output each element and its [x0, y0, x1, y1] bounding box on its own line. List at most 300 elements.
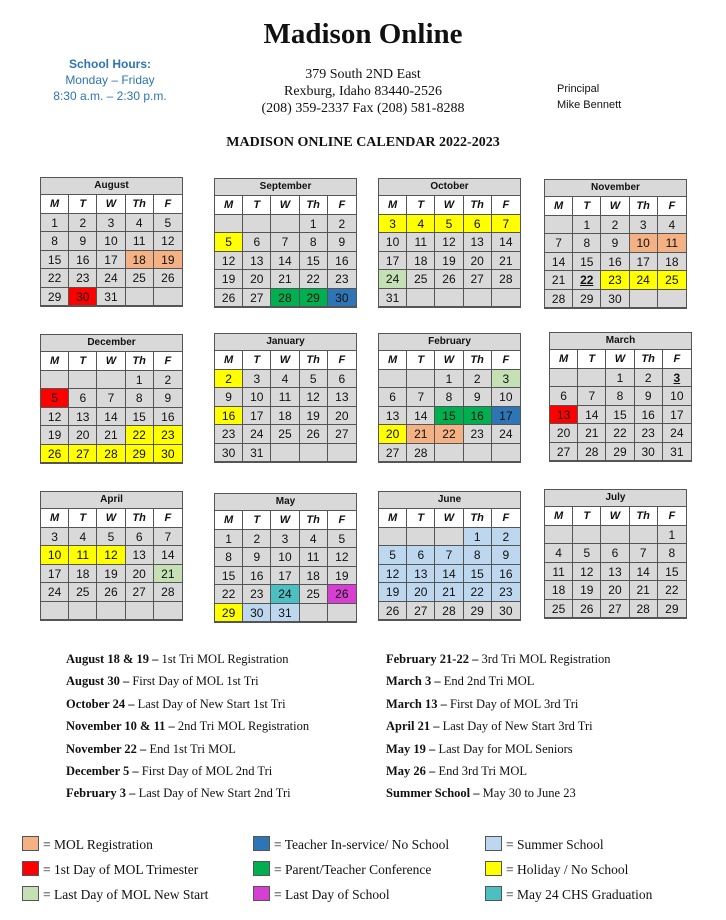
weekday-header: W	[271, 511, 299, 530]
day-cell: 15	[464, 565, 492, 584]
day-cell: 14	[492, 233, 520, 252]
day-cell: 22	[658, 581, 686, 600]
calendar-title: MADISON ONLINE CALENDAR 2022-2023	[226, 135, 500, 150]
day-cell: 15	[658, 563, 686, 582]
weekday-header: F	[328, 511, 356, 530]
principal-label: Principal	[557, 83, 600, 95]
day-cell: 30	[243, 604, 271, 623]
day-cell: 12	[328, 548, 356, 567]
day-cell: 23	[154, 426, 182, 445]
month-october	[378, 178, 521, 308]
day-cell: 7	[578, 387, 606, 406]
day-cell: 16	[243, 567, 271, 586]
day-cell: 21	[154, 565, 182, 584]
day-cell: 14	[154, 546, 182, 565]
day-cell: 19	[41, 426, 69, 445]
weekday-header: F	[154, 352, 182, 371]
weekday-header: M	[215, 511, 243, 530]
day-cell: 2	[243, 530, 271, 549]
day-cell: 15	[606, 406, 634, 425]
weekday-header: F	[492, 509, 520, 528]
day-cell: 11	[126, 232, 154, 251]
day-cell: 19	[215, 270, 243, 289]
hours-days: Monday – Friday	[65, 73, 155, 87]
weekday-header: Th	[126, 509, 154, 528]
day-cell: 3	[492, 370, 520, 389]
day-cell: 10	[630, 234, 658, 253]
day-cell: 3	[97, 214, 125, 233]
day-cell: 29	[658, 600, 686, 619]
event-item: November 10 & 11 – 2nd Tri MOL Registration	[66, 719, 310, 734]
day-cell: 13	[126, 546, 154, 565]
month-grid	[41, 509, 182, 620]
weekday-header: W	[271, 196, 299, 215]
weekday-header: F	[658, 197, 686, 216]
empty-cell	[126, 288, 154, 307]
event-item: February 21-22 – 3rd Tri MOL Registration	[386, 652, 611, 666]
day-cell: 1	[435, 370, 463, 389]
day-cell: 21	[97, 426, 125, 445]
day-cell: 13	[379, 407, 407, 426]
weekday-header: T	[69, 509, 97, 528]
day-cell: 19	[573, 581, 601, 600]
day-cell: 23	[492, 583, 520, 602]
day-cell: 5	[379, 546, 407, 565]
day-cell: 15	[215, 567, 243, 586]
day-cell: 7	[271, 233, 299, 252]
day-cell: 9	[601, 234, 629, 253]
day-cell: 11	[407, 233, 435, 252]
day-cell: 11	[658, 234, 686, 253]
weekday-header: M	[545, 507, 573, 526]
month-name: January	[215, 334, 356, 351]
day-cell: 4	[407, 215, 435, 234]
day-cell: 3	[379, 215, 407, 234]
empty-cell	[154, 288, 182, 307]
day-cell: 30	[69, 288, 97, 307]
legend-item: = May 24 CHS Graduation	[485, 886, 652, 904]
event-item: May 26 – End 3rd Tri MOL	[386, 764, 527, 779]
day-cell: 25	[126, 269, 154, 288]
day-cell: 15	[435, 407, 463, 426]
weekday-header: F	[658, 507, 686, 526]
day-cell: 9	[243, 548, 271, 567]
day-cell: 12	[215, 252, 243, 271]
event-item: March 3 – End 2nd Tri MOL	[386, 674, 535, 689]
month-august	[40, 177, 183, 307]
day-cell: 28	[492, 270, 520, 289]
event-item: February 3 – Last Day of New Start 2nd Tri	[66, 786, 291, 801]
event-item: May 19 – Last Day for MOL Seniors	[386, 741, 573, 756]
empty-cell	[550, 369, 578, 388]
day-cell: 30	[601, 290, 629, 309]
day-cell: 18	[300, 567, 328, 586]
school-title-text: Madison Online	[263, 18, 463, 50]
event-item: December 5 – First Day of MOL 2nd Tri	[66, 764, 273, 779]
day-cell: 13	[550, 406, 578, 425]
month-february	[378, 333, 521, 463]
day-cell: 27	[407, 602, 435, 621]
day-cell: 25	[271, 425, 299, 444]
day-cell: 27	[550, 443, 578, 462]
weekday-header: Th	[300, 196, 328, 215]
empty-cell	[435, 289, 463, 308]
day-cell: 27	[601, 600, 629, 619]
day-cell: 2	[154, 371, 182, 390]
day-cell: 10	[41, 546, 69, 565]
day-cell: 3	[243, 370, 271, 389]
weekday-header: W	[97, 509, 125, 528]
day-cell: 20	[69, 426, 97, 445]
day-cell: 22	[435, 425, 463, 444]
empty-cell	[379, 528, 407, 547]
empty-cell	[601, 526, 629, 545]
month-name: August	[41, 178, 182, 195]
day-cell: 25	[407, 270, 435, 289]
day-cell: 7	[407, 388, 435, 407]
day-cell: 17	[379, 252, 407, 271]
day-cell: 8	[573, 234, 601, 253]
day-cell: 29	[300, 289, 328, 308]
day-cell: 8	[435, 388, 463, 407]
day-cell: 5	[328, 530, 356, 549]
weekday-header: T	[573, 507, 601, 526]
day-cell: 23	[215, 425, 243, 444]
day-cell: 28	[407, 444, 435, 463]
day-cell: 3	[663, 369, 691, 388]
day-cell: 13	[601, 563, 629, 582]
day-cell: 16	[328, 252, 356, 271]
weekday-header: M	[379, 509, 407, 528]
day-cell: 22	[215, 585, 243, 604]
empty-cell	[154, 602, 182, 621]
day-cell: 9	[464, 388, 492, 407]
month-grid	[215, 511, 356, 622]
day-cell: 24	[97, 269, 125, 288]
weekday-header: W	[435, 509, 463, 528]
day-cell: 28	[545, 290, 573, 309]
day-cell: 16	[215, 407, 243, 426]
legend-item: = MOL Registration	[22, 836, 208, 854]
day-cell: 1	[300, 215, 328, 234]
day-cell: 28	[154, 583, 182, 602]
empty-cell	[545, 526, 573, 545]
empty-cell	[41, 602, 69, 621]
empty-cell	[69, 371, 97, 390]
day-cell: 8	[606, 387, 634, 406]
weekday-header: T	[69, 195, 97, 214]
day-cell: 8	[41, 232, 69, 251]
day-cell: 1	[658, 526, 686, 545]
month-december	[40, 334, 183, 464]
weekday-header: W	[435, 351, 463, 370]
day-cell: 17	[41, 565, 69, 584]
weekday-header: T	[69, 352, 97, 371]
day-cell: 25	[545, 600, 573, 619]
weekday-header: Th	[464, 509, 492, 528]
day-cell: 21	[492, 252, 520, 271]
day-cell: 28	[630, 600, 658, 619]
legend-swatch	[485, 886, 502, 901]
month-january	[214, 333, 357, 463]
month-july	[544, 489, 687, 619]
day-cell: 11	[300, 548, 328, 567]
empty-cell	[407, 370, 435, 389]
day-cell: 20	[550, 424, 578, 443]
legend-swatch	[22, 886, 39, 901]
legend-item: = Summer School	[485, 836, 652, 854]
weekday-header: T	[573, 197, 601, 216]
day-cell: 14	[630, 563, 658, 582]
day-cell: 5	[435, 215, 463, 234]
day-cell: 30	[215, 444, 243, 463]
day-cell: 30	[154, 445, 182, 464]
day-cell: 12	[435, 233, 463, 252]
day-cell: 7	[545, 234, 573, 253]
weekday-header: F	[663, 350, 691, 369]
day-cell: 8	[300, 233, 328, 252]
day-cell: 29	[41, 288, 69, 307]
day-cell: 23	[328, 270, 356, 289]
day-cell: 26	[41, 445, 69, 464]
event-item: October 24 – Last Day of New Start 1st Tri	[66, 696, 286, 711]
day-cell: 18	[407, 252, 435, 271]
weekday-header: F	[492, 196, 520, 215]
weekday-header: Th	[635, 350, 663, 369]
day-cell: 18	[126, 251, 154, 270]
day-cell: 31	[97, 288, 125, 307]
day-cell: 12	[300, 388, 328, 407]
day-cell: 20	[243, 270, 271, 289]
empty-cell	[435, 528, 463, 547]
month-grid	[41, 352, 182, 463]
day-cell: 6	[328, 370, 356, 389]
day-cell: 13	[243, 252, 271, 271]
day-cell: 20	[126, 565, 154, 584]
day-cell: 19	[379, 583, 407, 602]
day-cell: 1	[606, 369, 634, 388]
day-cell: 6	[407, 546, 435, 565]
month-name: June	[379, 492, 520, 509]
day-cell: 4	[69, 528, 97, 547]
day-cell: 20	[407, 583, 435, 602]
day-cell: 26	[328, 585, 356, 604]
day-cell: 25	[300, 585, 328, 604]
legend-swatch	[22, 836, 39, 851]
day-cell: 14	[578, 406, 606, 425]
weekday-header: M	[41, 509, 69, 528]
day-cell: 20	[379, 425, 407, 444]
month-june	[378, 491, 521, 621]
address-line-1: 379 South 2ND East	[305, 67, 421, 82]
day-cell: 30	[328, 289, 356, 308]
day-cell: 16	[69, 251, 97, 270]
day-cell: 5	[41, 389, 69, 408]
empty-cell	[492, 289, 520, 308]
day-cell: 9	[69, 232, 97, 251]
weekday-header: F	[328, 196, 356, 215]
month-name: October	[379, 179, 520, 196]
day-cell: 2	[69, 214, 97, 233]
day-cell: 5	[215, 233, 243, 252]
school-title	[0, 18, 726, 51]
day-cell: 19	[328, 567, 356, 586]
day-cell: 20	[328, 407, 356, 426]
weekday-header: Th	[126, 195, 154, 214]
empty-cell	[243, 215, 271, 234]
day-cell: 6	[379, 388, 407, 407]
empty-cell	[41, 371, 69, 390]
day-cell: 17	[243, 407, 271, 426]
month-grid	[215, 351, 356, 462]
day-cell: 2	[215, 370, 243, 389]
day-cell: 24	[41, 583, 69, 602]
month-name: April	[41, 492, 182, 509]
day-cell: 23	[243, 585, 271, 604]
day-cell: 14	[97, 408, 125, 427]
day-cell: 23	[69, 269, 97, 288]
day-cell: 21	[407, 425, 435, 444]
weekday-header: M	[215, 196, 243, 215]
day-cell: 29	[573, 290, 601, 309]
day-cell: 10	[492, 388, 520, 407]
weekday-header: Th	[630, 197, 658, 216]
day-cell: 19	[300, 407, 328, 426]
day-cell: 2	[635, 369, 663, 388]
day-cell: 5	[154, 214, 182, 233]
day-cell: 24	[243, 425, 271, 444]
weekday-header: T	[407, 509, 435, 528]
day-cell: 18	[545, 581, 573, 600]
weekday-header: T	[243, 351, 271, 370]
day-cell: 27	[126, 583, 154, 602]
events-left	[66, 648, 309, 805]
legend-item: = Holiday / No School	[485, 861, 652, 879]
day-cell: 9	[215, 388, 243, 407]
day-cell: 10	[243, 388, 271, 407]
month-grid	[215, 196, 356, 307]
month-grid	[41, 195, 182, 306]
day-cell: 11	[271, 388, 299, 407]
day-cell: 26	[379, 602, 407, 621]
legend-swatch	[485, 861, 502, 876]
day-cell: 31	[663, 443, 691, 462]
day-cell: 26	[97, 583, 125, 602]
day-cell: 9	[328, 233, 356, 252]
day-cell: 28	[435, 602, 463, 621]
day-cell: 17	[630, 253, 658, 272]
month-name: May	[215, 494, 356, 511]
month-may	[214, 493, 357, 623]
month-name: September	[215, 179, 356, 196]
day-cell: 6	[243, 233, 271, 252]
weekday-header: T	[243, 511, 271, 530]
day-cell: 17	[271, 567, 299, 586]
day-cell: 29	[606, 443, 634, 462]
day-cell: 22	[300, 270, 328, 289]
weekday-header: Th	[464, 351, 492, 370]
day-cell: 9	[635, 387, 663, 406]
day-cell: 7	[492, 215, 520, 234]
weekday-header: F	[154, 195, 182, 214]
empty-cell	[435, 444, 463, 463]
weekday-header: W	[97, 195, 125, 214]
day-cell: 11	[69, 546, 97, 565]
day-cell: 6	[550, 387, 578, 406]
month-name: March	[550, 333, 691, 350]
day-cell: 2	[492, 528, 520, 547]
day-cell: 26	[435, 270, 463, 289]
day-cell: 24	[271, 585, 299, 604]
weekday-header: W	[601, 507, 629, 526]
month-grid	[545, 507, 686, 618]
month-grid	[545, 197, 686, 308]
day-cell: 23	[464, 425, 492, 444]
day-cell: 29	[215, 604, 243, 623]
day-cell: 26	[215, 289, 243, 308]
day-cell: 24	[379, 270, 407, 289]
weekday-header: W	[606, 350, 634, 369]
day-cell: 12	[97, 546, 125, 565]
day-cell: 22	[606, 424, 634, 443]
weekday-header: W	[601, 197, 629, 216]
weekday-header: Th	[300, 351, 328, 370]
day-cell: 25	[658, 271, 686, 290]
day-cell: 8	[215, 548, 243, 567]
day-cell: 20	[464, 252, 492, 271]
day-cell: 3	[630, 216, 658, 235]
empty-cell	[97, 602, 125, 621]
empty-cell	[379, 370, 407, 389]
day-cell: 12	[379, 565, 407, 584]
empty-cell	[630, 290, 658, 309]
address-line-3: (208) 359-2337 Fax (208) 581-8288	[261, 101, 465, 116]
day-cell: 16	[492, 565, 520, 584]
event-item: Summer School – May 30 to June 23	[386, 786, 576, 801]
legend-col-3	[485, 836, 652, 904]
day-cell: 24	[630, 271, 658, 290]
day-cell: 17	[492, 407, 520, 426]
legend-swatch	[253, 836, 270, 851]
month-september	[214, 178, 357, 308]
day-cell: 18	[69, 565, 97, 584]
day-cell: 5	[573, 544, 601, 563]
day-cell: 31	[243, 444, 271, 463]
legend-col-1	[22, 836, 208, 904]
day-cell: 28	[578, 443, 606, 462]
day-cell: 31	[379, 289, 407, 308]
day-cell: 17	[663, 406, 691, 425]
day-cell: 6	[601, 544, 629, 563]
day-cell: 1	[41, 214, 69, 233]
day-cell: 10	[97, 232, 125, 251]
empty-cell	[407, 528, 435, 547]
empty-cell	[215, 215, 243, 234]
empty-cell	[271, 215, 299, 234]
day-cell: 14	[435, 565, 463, 584]
day-cell: 14	[407, 407, 435, 426]
day-cell: 30	[492, 602, 520, 621]
principal-name: Mike Bennett	[557, 99, 622, 111]
day-cell: 31	[271, 604, 299, 623]
day-cell: 2	[601, 216, 629, 235]
day-cell: 23	[635, 424, 663, 443]
day-cell: 1	[215, 530, 243, 549]
month-grid	[379, 196, 520, 307]
event-item: April 21 – Last Day of New Start 3rd Tri	[386, 719, 593, 734]
weekday-header: M	[41, 195, 69, 214]
day-cell: 4	[658, 216, 686, 235]
